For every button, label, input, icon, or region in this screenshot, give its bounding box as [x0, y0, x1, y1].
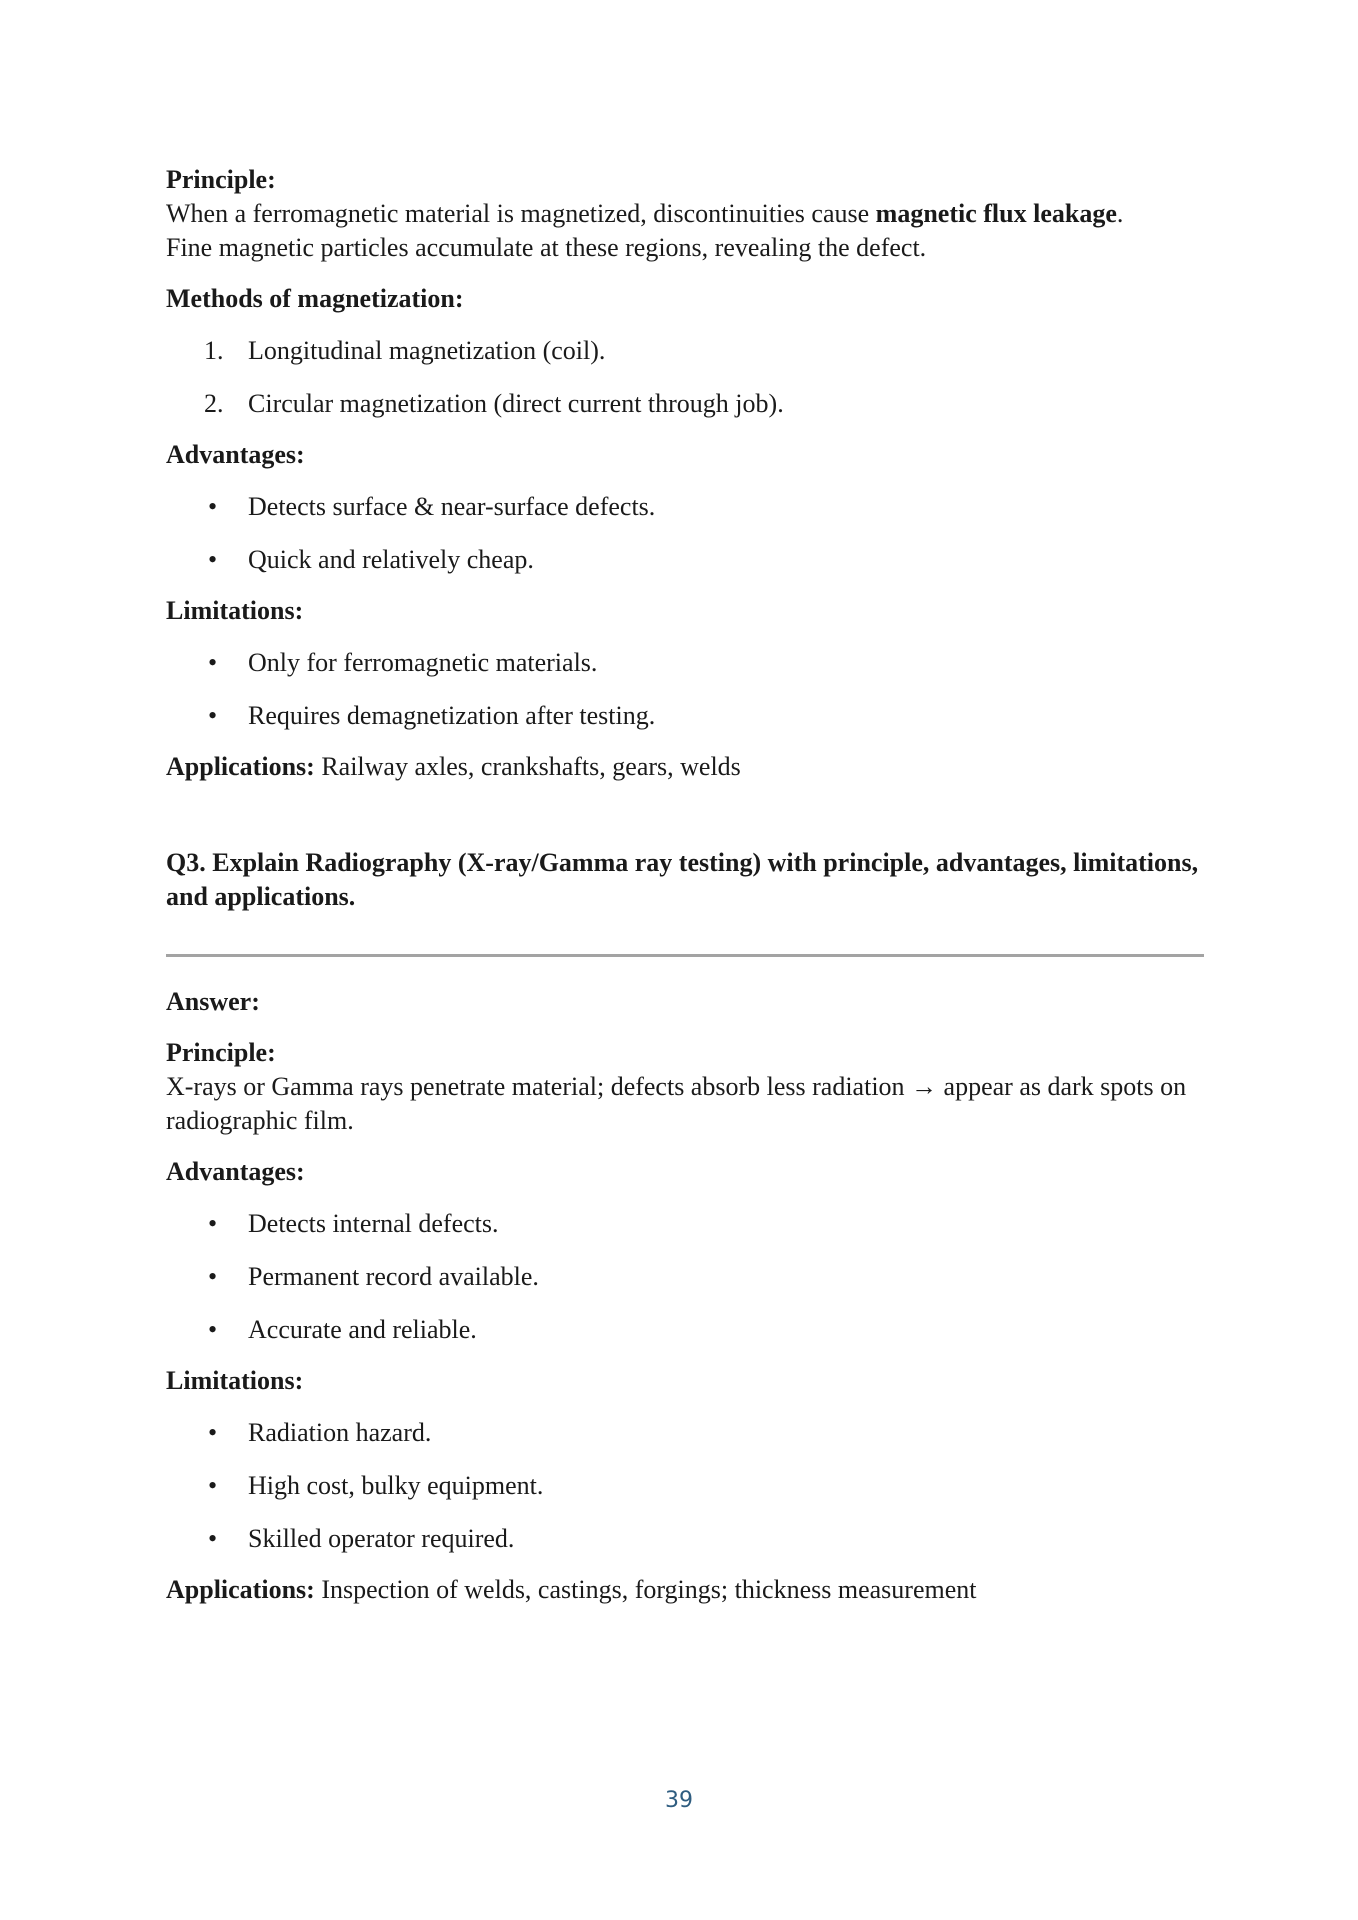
answer-heading: Answer: — [166, 987, 260, 1016]
applications-line — [166, 1573, 1206, 1607]
question-heading: Q3. Explain Radiography (X-ray/Gamma ray testing) with principle, advantages, limitations, and applications. — [166, 848, 1199, 911]
bullet-icon: • — [208, 1418, 218, 1447]
principle-heading: Principle: — [166, 1038, 276, 1067]
principle-text-start: When a ferromagnetic material is magnetized, discontinuities cause — [166, 199, 876, 228]
advantages-list — [166, 490, 1206, 577]
advantages-heading: Advantages: — [166, 1157, 305, 1186]
limitations-list — [166, 1416, 1206, 1556]
list-item — [166, 1313, 1206, 1347]
horizontal-divider — [166, 954, 1204, 957]
list-item-text: Longitudinal magnetization (coil). — [248, 336, 606, 365]
limitations-heading: Limitations: — [166, 596, 304, 625]
applications-line — [166, 750, 1206, 784]
methods-heading: Methods of magnetization: — [166, 284, 464, 313]
list-item-text: Only for ferromagnetic materials. — [248, 648, 598, 677]
advantages-list — [166, 1207, 1206, 1347]
bullet-icon: • — [208, 1315, 218, 1344]
list-item — [166, 387, 1206, 421]
page-content — [166, 163, 1206, 1607]
bullet-icon: • — [208, 545, 218, 574]
bullet-icon: • — [208, 648, 218, 677]
list-number: 1. — [204, 336, 224, 365]
list-item-text: Quick and relatively cheap. — [248, 545, 534, 574]
list-item — [166, 334, 1206, 368]
principle-bold-term: magnetic flux leakage — [875, 199, 1117, 228]
principle-paragraph — [166, 197, 1206, 265]
limitations-list — [166, 646, 1206, 733]
bullet-icon: • — [208, 1209, 218, 1238]
principle-heading: Principle: — [166, 165, 276, 194]
principle-paragraph: X-rays or Gamma rays penetrate material; defects absorb less radiation → appear as dark spots on radiographic film. — [166, 1072, 1187, 1135]
list-item-text: Permanent record available. — [248, 1262, 539, 1291]
list-item — [166, 490, 1206, 524]
principle-text-line2: Fine magnetic particles accumulate at these regions, revealing the defect. — [166, 233, 927, 262]
page-number: 39 — [665, 1788, 693, 1813]
list-number: 2. — [204, 389, 224, 418]
advantages-heading: Advantages: — [166, 440, 305, 469]
list-item — [166, 1469, 1206, 1503]
bullet-icon: • — [208, 1471, 218, 1500]
list-item-text: Detects surface & near-surface defects. — [248, 492, 656, 521]
list-item — [166, 646, 1206, 680]
limitations-heading: Limitations: — [166, 1366, 304, 1395]
list-item — [166, 1207, 1206, 1241]
list-item — [166, 1416, 1206, 1450]
list-item — [166, 1260, 1206, 1294]
bullet-icon: • — [208, 1262, 218, 1291]
bullet-icon: • — [208, 492, 218, 521]
bullet-icon: • — [208, 701, 218, 730]
list-item-text: Accurate and reliable. — [248, 1315, 477, 1344]
list-item — [166, 699, 1206, 733]
list-item-text: Detects internal defects. — [248, 1209, 499, 1238]
list-item — [166, 1522, 1206, 1556]
applications-label: Applications: — [166, 752, 315, 781]
bullet-icon: • — [208, 1524, 218, 1553]
list-item-text: Requires demagnetization after testing. — [248, 701, 656, 730]
applications-text: Railway axles, crankshafts, gears, welds — [314, 752, 741, 781]
applications-text: Inspection of welds, castings, forgings; thickness measurement — [314, 1575, 977, 1604]
list-item-text: High cost, bulky equipment. — [248, 1471, 544, 1500]
list-item — [166, 543, 1206, 577]
applications-label: Applications: — [166, 1575, 315, 1604]
list-item-text: Radiation hazard. — [248, 1418, 432, 1447]
methods-list — [166, 334, 1206, 421]
principle-text-end: . — [1116, 199, 1124, 228]
list-item-text: Circular magnetization (direct current through job). — [248, 389, 784, 418]
list-item-text: Skilled operator required. — [248, 1524, 515, 1553]
